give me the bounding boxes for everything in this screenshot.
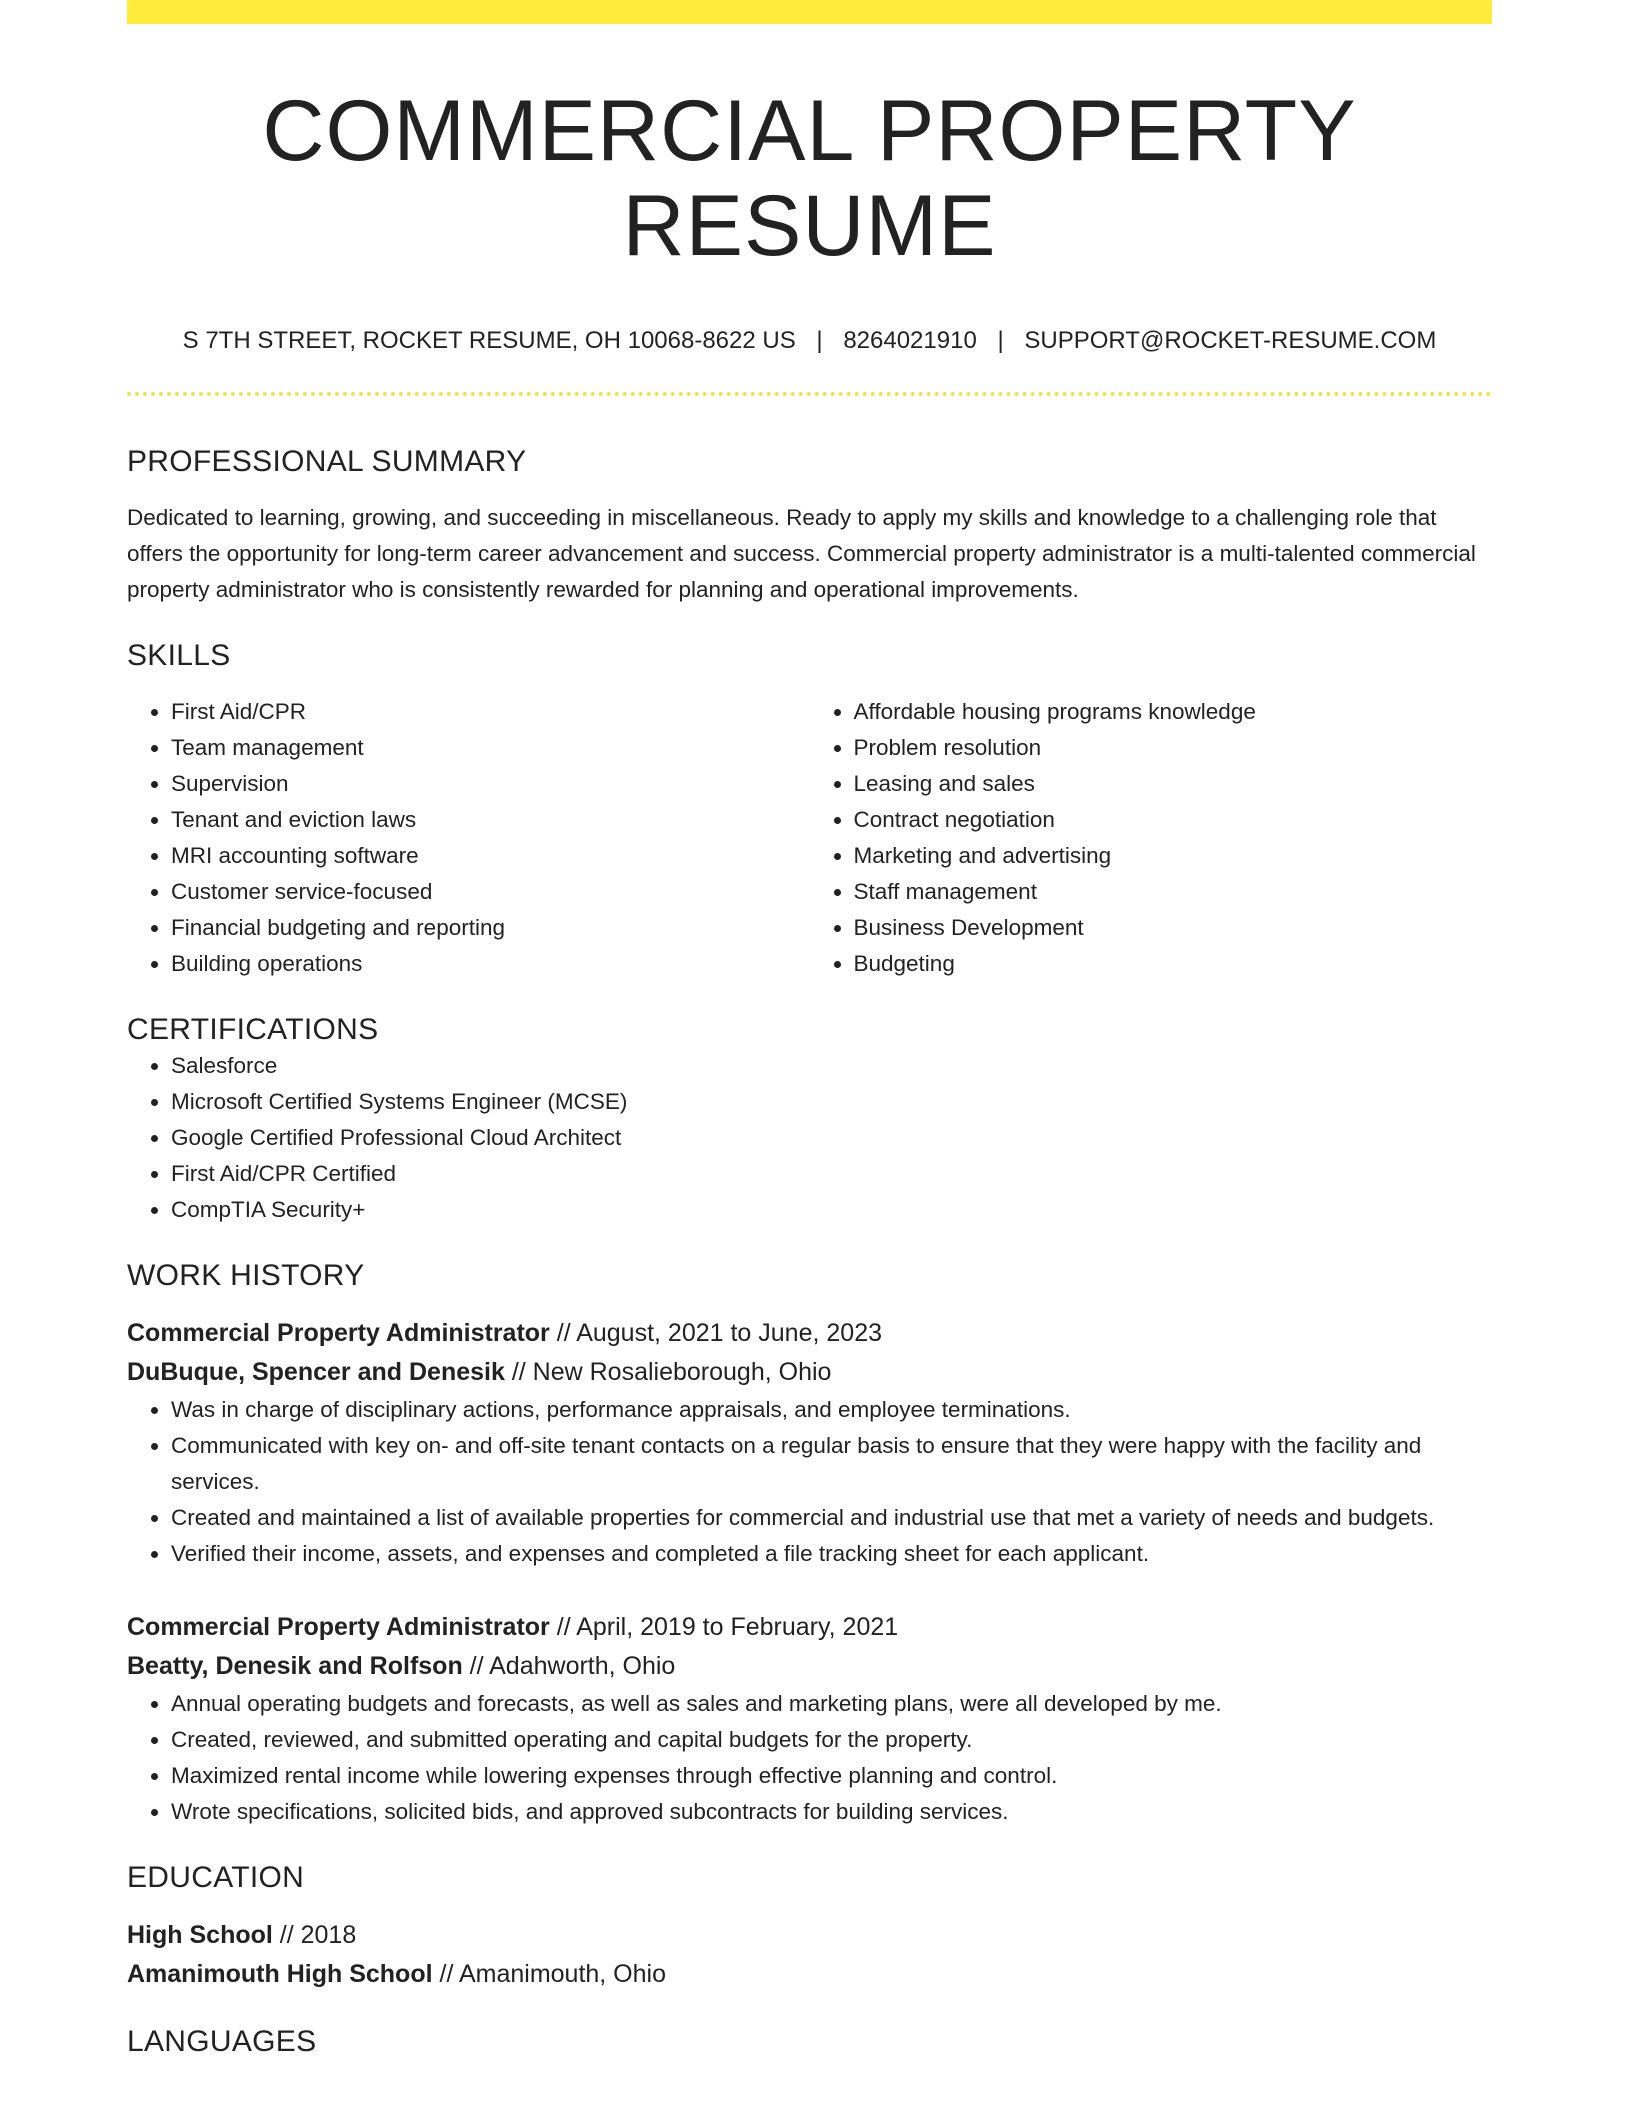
- skill-item: • MRI accounting software: [171, 838, 810, 874]
- email-address: SUPPORT@ROCKET-RESUME.COM: [1024, 327, 1437, 355]
- skill-item: • Business Development: [854, 910, 1493, 946]
- skill-item: • Team management: [171, 730, 810, 766]
- skill-item: • Contract negotiation: [854, 802, 1493, 838]
- skill-item: • Affordable housing programs knowledge: [854, 694, 1493, 730]
- company-name: DuBuque, Spencer and Denesik: [127, 1357, 505, 1386]
- job-dates: // August, 2021 to June, 2023: [549, 1318, 882, 1347]
- skill-item: • Supervision: [171, 766, 810, 802]
- company-location: // New Rosalieborough, Ohio: [504, 1357, 832, 1386]
- job-title-line: [127, 1608, 1492, 1647]
- skills-list-right: [810, 694, 1493, 982]
- dotted-divider: [127, 392, 1492, 396]
- education-heading: EDUCATION: [127, 1860, 305, 1894]
- contact-line: [127, 327, 1492, 356]
- job-duty: • Created and maintained a list of available properties for commercial and industrial use that met a variety of needs and budgets.: [171, 1500, 1492, 1536]
- job-duty: • Maximized rental income while lowering expenses through effective planning and control.: [171, 1758, 1492, 1794]
- work-history-heading: WORK HISTORY: [127, 1258, 365, 1292]
- degree-line: [127, 1916, 1492, 1955]
- skills-columns: [127, 694, 1492, 982]
- phone-number: 8264021910: [843, 327, 977, 355]
- summary-text: Dedicated to learning, growing, and succeeding in miscellaneous. Ready to apply my skills and knowledge to a challenging role that offers the opportunity for long-term career advancement and success. Commercial property administrator is a multi-talented commercial property administrator who is consistently rewarded for planning and operational improvements.: [127, 504, 1476, 602]
- skill-item: • Budgeting: [854, 946, 1493, 982]
- separator: |: [997, 327, 1004, 355]
- skill-item: • Financial budgeting and reporting: [171, 910, 810, 946]
- degree: High School: [127, 1920, 273, 1949]
- job-duty: • Verified their income, assets, and expenses and completed a file tracking sheet for each applicant.: [171, 1536, 1492, 1572]
- resume-title: COMMERCIAL PROPERTY RESUME: [262, 83, 1357, 274]
- education-entry: [127, 1916, 1492, 1994]
- skill-item: • Staff management: [854, 874, 1493, 910]
- job-duty: • Communicated with key on- and off-site tenant contacts on a regular basis to ensure that they were happy with the facility and services.: [171, 1428, 1492, 1500]
- company-name: Beatty, Denesik and Rolfson: [127, 1651, 463, 1680]
- skill-item: • Leasing and sales: [854, 766, 1493, 802]
- certifications-list: [127, 1048, 1492, 1228]
- separator: |: [816, 327, 823, 355]
- job-duty: • Was in charge of disciplinary actions, performance appraisals, and employee terminations.: [171, 1392, 1492, 1428]
- graduation-year: // 2018: [272, 1920, 357, 1949]
- certifications-heading: CERTIFICATIONS: [127, 1012, 379, 1046]
- job-title: Commercial Property Administrator: [127, 1612, 550, 1641]
- skill-item: • Tenant and eviction laws: [171, 802, 810, 838]
- certification-item: • Salesforce: [171, 1048, 1492, 1084]
- job-company-line: [127, 1647, 1492, 1686]
- skill-item: • Customer service-focused: [171, 874, 810, 910]
- certification-item: • Microsoft Certified Systems Engineer (MCSE): [171, 1084, 1492, 1120]
- job-duty: • Created, reviewed, and submitted operating and capital budgets for the property.: [171, 1722, 1492, 1758]
- job-duties-list: [127, 1392, 1492, 1572]
- company-location: // Adahworth, Ohio: [462, 1651, 676, 1680]
- job-company-line: [127, 1353, 1492, 1392]
- skills-list-left: [127, 694, 810, 982]
- skills-heading: SKILLS: [127, 638, 231, 672]
- school-name: Amanimouth High School: [127, 1959, 433, 1988]
- job-duty: • Annual operating budgets and forecasts, as well as sales and marketing plans, were all developed by me.: [171, 1686, 1492, 1722]
- skill-item: • Problem resolution: [854, 730, 1493, 766]
- resume-page: [127, 0, 1492, 2060]
- skill-item: • Building operations: [171, 946, 810, 982]
- job-duties-list: [127, 1686, 1492, 1830]
- certification-item: • Google Certified Professional Cloud Architect: [171, 1120, 1492, 1156]
- job-title-line: [127, 1314, 1492, 1353]
- skill-item: • First Aid/CPR: [171, 694, 810, 730]
- languages-heading: LANGUAGES: [127, 2024, 317, 2058]
- job-dates: // April, 2019 to February, 2021: [549, 1612, 899, 1641]
- job-duty: • Wrote specifications, solicited bids, and approved subcontracts for building services.: [171, 1794, 1492, 1830]
- school-location: // Amanimouth, Ohio: [432, 1959, 666, 1988]
- summary-heading: PROFESSIONAL SUMMARY: [127, 444, 527, 478]
- school-line: [127, 1955, 1492, 1994]
- address: S 7TH STREET, ROCKET RESUME, OH 10068-8622 US: [182, 327, 796, 355]
- certification-item: • CompTIA Security+: [171, 1192, 1492, 1228]
- job-entry: [127, 1608, 1492, 1830]
- job-entry: [127, 1314, 1492, 1572]
- job-title: Commercial Property Administrator: [127, 1318, 550, 1347]
- certification-item: • First Aid/CPR Certified: [171, 1156, 1492, 1192]
- accent-bar: [127, 0, 1492, 24]
- skill-item: • Marketing and advertising: [854, 838, 1493, 874]
